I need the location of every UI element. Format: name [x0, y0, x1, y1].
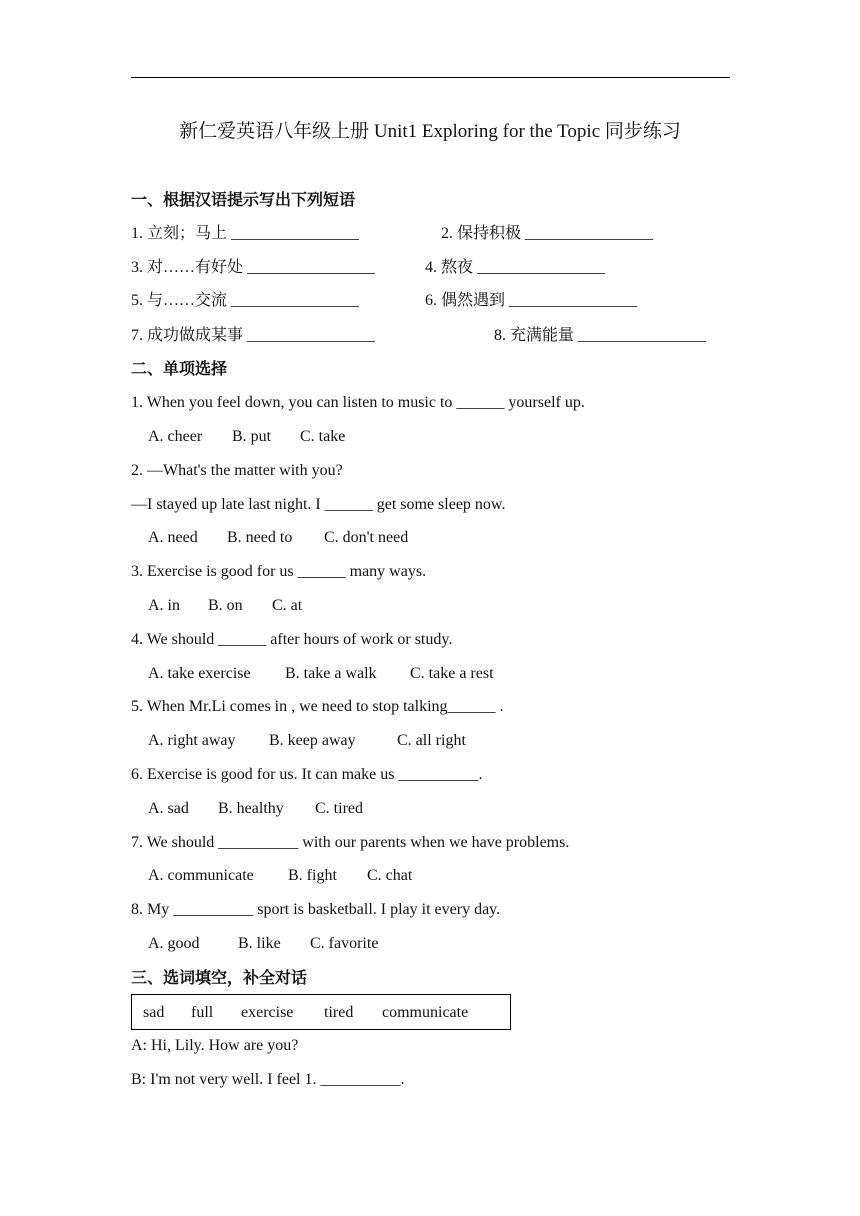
question-7-option-c: C. chat — [367, 867, 413, 884]
question-1-option-a: A. cheer — [148, 428, 203, 445]
question-4-stem: 4. We should ______ after hours of work or study. — [131, 631, 453, 648]
question-5-stem: 5. When Mr.Li comes in , we need to stop talking______ . — [131, 698, 504, 715]
question-6-option-c: C. tired — [315, 800, 363, 817]
question-1-stem: 1. When you feel down, you can listen to music to ______ yourself up. — [131, 394, 585, 411]
section1-heading: 一、根据汉语提示写出下列短语 — [131, 190, 356, 209]
dialogue-line-2: B: I'm not very well. I feel 1. __________. — [131, 1071, 405, 1088]
question-2-option-b: B. need to — [227, 529, 293, 546]
question-3-option-b: B. on — [208, 597, 243, 614]
phrase-item-8: 8. 充满能量 ________________ — [494, 327, 707, 344]
word-bank-word: sad — [143, 1004, 165, 1021]
question-3-stem: 3. Exercise is good for us ______ many ways. — [131, 563, 427, 580]
question-8-stem: 8. My __________ sport is basketball. I play it every day. — [131, 901, 501, 918]
question-6-stem: 6. Exercise is good for us. It can make us __________. — [131, 766, 483, 783]
question-4-option-b: B. take a walk — [285, 665, 377, 682]
word-bank-word: exercise — [241, 1004, 294, 1021]
question-5-option-a: A. right away — [148, 732, 236, 749]
phrase-item-1: 1. 立刻；马上 ________________ — [131, 225, 360, 242]
phrase-item-3: 3. 对……有好处 ________________ — [131, 259, 376, 276]
question-2-stem: 2. —What's the matter with you? — [131, 462, 343, 479]
phrase-item-4: 4. 熬夜 ________________ — [425, 259, 606, 276]
question-7-option-a: A. communicate — [148, 867, 254, 884]
phrase-item-2: 2. 保持积极 ________________ — [441, 225, 654, 242]
dialogue-line-1: A: Hi, Lily. How are you? — [131, 1037, 299, 1054]
question-4-option-c: C. take a rest — [410, 665, 494, 682]
word-bank-word: tired — [324, 1004, 354, 1021]
question-5-option-b: B. keep away — [269, 732, 356, 749]
question-2-option-a: A. need — [148, 529, 198, 546]
question-8-option-c: C. favorite — [310, 935, 379, 952]
question-2-stem-reply: —I stayed up late last night. I ______ get some sleep now. — [131, 496, 506, 513]
question-6-option-a: A. sad — [148, 800, 189, 817]
section2-heading: 二、单项选择 — [131, 359, 228, 378]
question-7-option-b: B. fight — [288, 867, 337, 884]
question-4-option-a: A. take exercise — [148, 665, 251, 682]
page-title: 新仁爱英语八年级上册 Unit1 Exploring for the Topic 同步练习 — [179, 121, 681, 142]
question-3-option-a: A. in — [148, 597, 180, 614]
phrase-item-5: 5. 与……交流 ________________ — [131, 292, 360, 309]
question-5-option-c: C. all right — [397, 732, 466, 749]
question-6-option-b: B. healthy — [218, 800, 284, 817]
word-bank-word: communicate — [382, 1004, 469, 1021]
question-3-option-c: C. at — [272, 597, 303, 614]
question-8-option-b: B. like — [238, 935, 281, 952]
section3-heading: 三、选词填空，补全对话 — [131, 968, 308, 987]
phrase-item-6: 6. 偶然遇到 ________________ — [425, 292, 638, 309]
header-rule — [131, 77, 730, 78]
question-7-stem: 7. We should __________ with our parents when we have problems. — [131, 834, 570, 851]
question-1-option-c: C. take — [300, 428, 346, 445]
word-bank-word: full — [191, 1004, 214, 1021]
question-8-option-a: A. good — [148, 935, 200, 952]
word-bank-box — [131, 994, 511, 1030]
question-2-option-c: C. don't need — [324, 529, 409, 546]
phrase-item-7: 7. 成功做成某事 ________________ — [131, 327, 376, 344]
question-1-option-b: B. put — [232, 428, 272, 445]
